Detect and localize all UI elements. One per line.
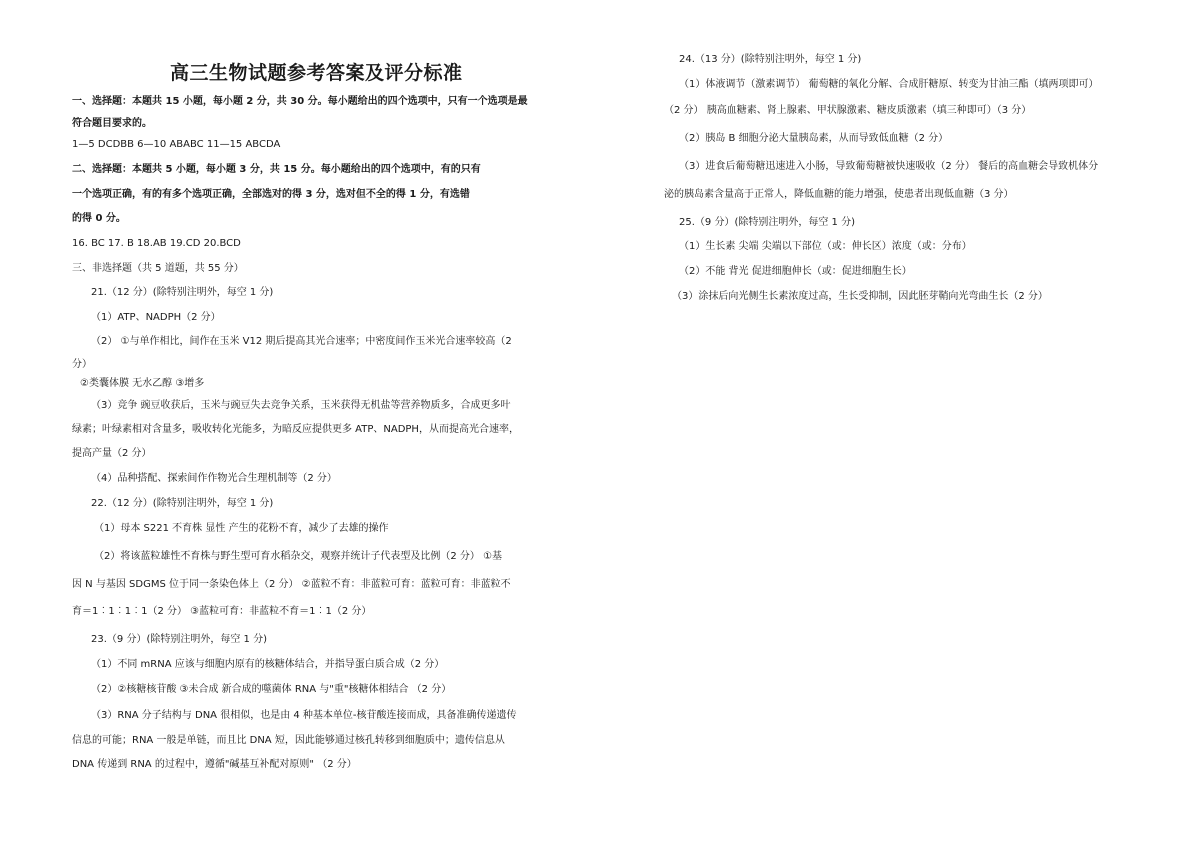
q21-header: 21.（12 分）(除特别注明外，每空 1 分) bbox=[91, 287, 274, 298]
q22-part1: （1）母本 S221 不育株 显性 产生的花粉不育，减少了去雄的操作 bbox=[94, 523, 389, 534]
q21-part2-line1: （2） ①与单作相比，间作在玉米 V12 期后提高其光合速率；中密度间作玉米光合速率较高（2 bbox=[91, 336, 512, 347]
q24-part1-line2: （2 分） 胰高血糖素、肾上腺素、甲状腺激素、糖皮质激素（填三种即可）（3 分） bbox=[664, 105, 1032, 116]
q21-part3-line2: 绿素；叶绿素相对含量多，吸收转化光能多，为暗反应提供更多 ATP、NADPH，从而提高光合速率， bbox=[72, 424, 519, 435]
q21-part4: （4）品种搭配、探索间作作物光合生理机制等（2 分） bbox=[91, 473, 337, 484]
q23-part2: （2）②核糖核苷酸 ③未合成 新合成的噬菌体 RNA 与"重"核糖体相结合 （2 分） bbox=[91, 684, 452, 695]
q21-part2-line3: ②类囊体膜 无水乙醇 ③增多 bbox=[80, 378, 205, 389]
q23-part1: （1）不同 mRNA 应该与细胞内原有的核糖体结合，并指导蛋白质合成（2 分） bbox=[91, 659, 445, 670]
q24-part1-line1: （1）体液调节（激素调节） 葡萄糖的氧化分解、合成肝糖原、转变为甘油三酯（填两项即可） bbox=[679, 79, 1099, 90]
q21-part3-line3: 提高产量（2 分） bbox=[72, 448, 152, 459]
q22-part2-line1: （2）将该蓝粒雄性不育株与野生型可育水稻杂交，观察并统计子代表型及比例（2 分） ①基 bbox=[94, 551, 503, 562]
section2-instructions-line2: 一个选项正确，有的有多个选项正确，全部选对的得 3 分，选对但不全的得 1 分，有选错 bbox=[72, 189, 470, 200]
q22-header: 22.（12 分）(除特别注明外，每空 1 分) bbox=[91, 498, 274, 509]
section2-answers: 16. BC 17. B 18.AB 19.CD 20.BCD bbox=[72, 238, 241, 249]
q24-part3-line2: 泌的胰岛素含量高于正常人，降低血糖的能力增强，使患者出现低血糖（3 分） bbox=[664, 189, 1014, 200]
q23-part3-line2: 信息的可能；RNA 一般是单链，而且比 DNA 短，因此能够通过核孔转移到细胞质中；遗传信息从 bbox=[72, 735, 505, 746]
section2-instructions-line3: 的得 0 分。 bbox=[72, 213, 126, 224]
q24-part2: （2）胰岛 B 细胞分泌大量胰岛素，从而导致低血糖（2 分） bbox=[679, 133, 949, 144]
q21-part3-line1: （3）竞争 豌豆收获后，玉米与豌豆失去竞争关系，玉米获得无机盐等营养物质多，合成更多叶 bbox=[91, 400, 511, 411]
q23-part3-line3: DNA 传递到 RNA 的过程中，遵循"碱基互补配对原则" （2 分） bbox=[72, 759, 357, 770]
section1-instructions-line2: 符合题目要求的。 bbox=[72, 118, 152, 129]
q24-header: 24.（13 分）(除特别注明外，每空 1 分) bbox=[679, 54, 862, 65]
q21-part1: （1）ATP、NADPH（2 分） bbox=[91, 312, 221, 323]
q23-header: 23.（9 分）(除特别注明外，每空 1 分) bbox=[91, 634, 267, 645]
section2-instructions-line1: 二、选择题：本题共 5 小题，每小题 3 分，共 15 分。每小题给出的四个选项中，有的只有 bbox=[72, 164, 481, 175]
page-title: 高三生物试题参考答案及评分标准 bbox=[170, 62, 463, 84]
section1-instructions-line1: 一、选择题：本题共 15 小题，每小题 2 分，共 30 分。每小题给出的四个选项中，只有一个选项是最 bbox=[72, 96, 528, 107]
q21-part2-line2: 分） bbox=[72, 359, 92, 370]
q24-part3-line1: （3）进食后葡萄糖迅速进入小肠，导致葡萄糖被快速吸收（2 分） 餐后的高血糖会导致机体分 bbox=[679, 161, 1099, 172]
q23-part3-line1: （3）RNA 分子结构与 DNA 很相似，也是由 4 种基本单位-核苷酸连接而成，具备准确传递遗传 bbox=[91, 710, 517, 721]
section3-header: 三、非选择题（共 5 道题，共 55 分） bbox=[72, 263, 244, 274]
q22-part2-line2: 因 N 与基因 SDGMS 位于同一条染色体上（2 分） ②蓝粒不育：非蓝粒可育：蓝粒可育：非蓝粒不 bbox=[72, 579, 511, 590]
section1-answers: 1—5 DCDBB 6—10 ABABC 11—15 ABCDA bbox=[72, 139, 281, 150]
q25-part1: （1）生长素 尖端 尖端以下部位（或：伸长区）浓度（或：分布） bbox=[679, 241, 972, 252]
q25-header: 25.（9 分）(除特别注明外，每空 1 分) bbox=[679, 217, 855, 228]
q22-part2-line3: 育＝1︰1︰1︰1（2 分） ③蓝粒可育：非蓝粒不育＝1︰1（2 分） bbox=[72, 606, 372, 617]
q25-part3: （3）涂抹后向光侧生长素浓度过高，生长受抑制，因此胚芽鞘向光弯曲生长（2 分） bbox=[672, 291, 1048, 302]
q25-part2: （2）不能 背光 促进细胞伸长（或：促进细胞生长） bbox=[679, 266, 912, 277]
